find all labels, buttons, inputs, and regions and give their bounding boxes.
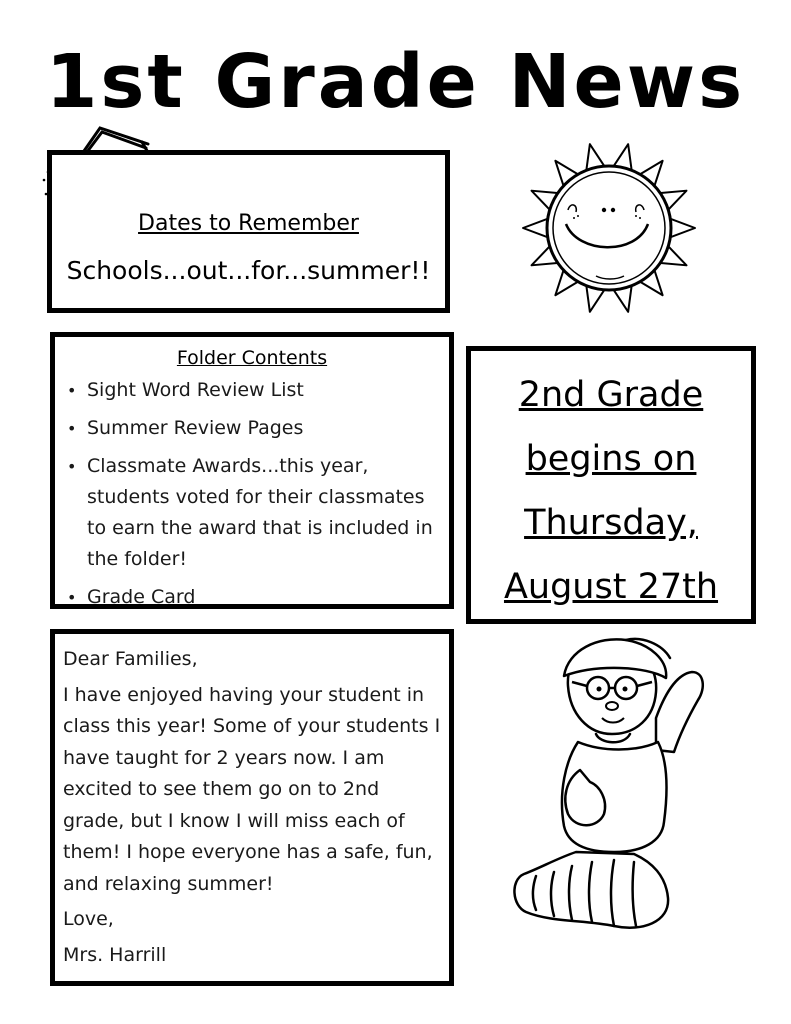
page-title: 1st Grade News	[45, 39, 746, 125]
dates-heading: Dates to Remember	[138, 211, 359, 236]
folder-heading: Folder Contents	[176, 347, 328, 369]
letter-signature: Mrs. Harrill	[63, 943, 167, 966]
second-grade-announcement-box	[466, 346, 756, 624]
bookworm-with-cap-icon	[506, 630, 716, 942]
dates-to-remember-box	[47, 150, 450, 313]
announcement-line: 2nd Grade	[518, 375, 704, 415]
letter-greeting: Dear Families,	[63, 648, 198, 670]
dates-text: Schools...out...for...summer!!	[66, 256, 431, 285]
folder-contents-box	[50, 332, 454, 609]
announcement-line: Thursday,	[524, 503, 698, 543]
folder-items-list	[55, 375, 449, 613]
announcement-line: begins on	[525, 439, 697, 479]
folder-item: • Summer Review Pages	[67, 413, 441, 444]
letter-box	[50, 629, 454, 986]
folder-item: • Classmate Awards...this year, students voted for their classmates to earn the award that is included in the folder!	[67, 451, 441, 575]
folder-item: • Sight Word Review List	[67, 375, 441, 406]
letter-closing: Love,	[63, 908, 114, 930]
announcement-line: August 27th	[503, 567, 719, 607]
letter-body: I have enjoyed having your student in class this year! Some of your students I have taught for 2 years now. I am excited to see them go on to 2nd grade, but I know I will miss each of them! I hope everyone has a safe, fun, and relaxing summer!	[63, 683, 441, 895]
smiling-sun-icon	[516, 140, 702, 316]
folder-item: • Grade Card	[67, 582, 441, 613]
